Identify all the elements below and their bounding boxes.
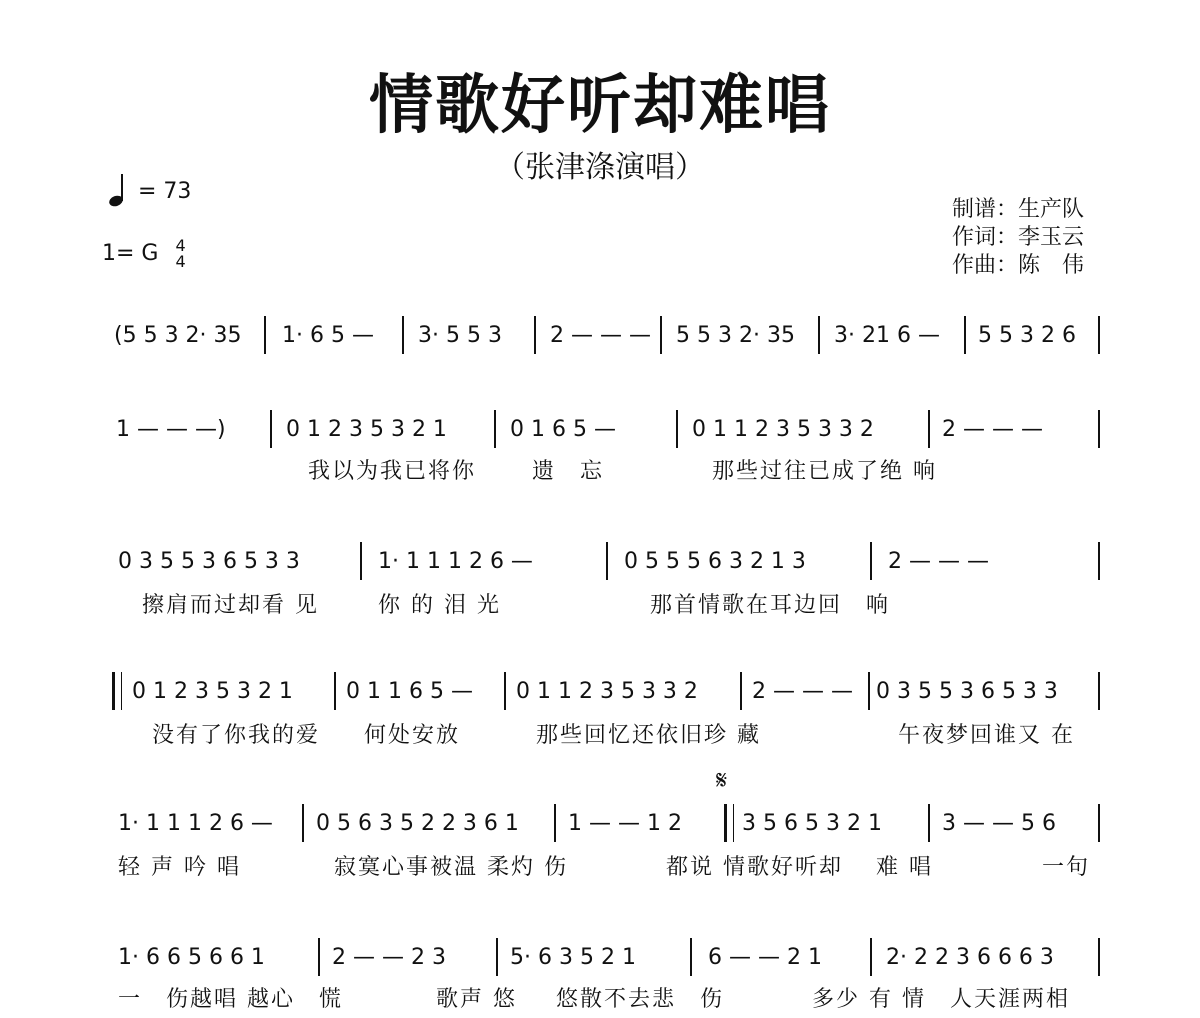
measure: 0 5 6 3 5 2 2 3 6 1 (316, 811, 519, 836)
measure: 2 — — 2 3 (332, 945, 446, 970)
lyric-line: 寂寞心事被温 柔灼 伤 (334, 855, 568, 880)
bar-line (818, 316, 820, 354)
measure: 3· 21 6 — (834, 323, 940, 348)
lyric-line: 我以为我已将你 (308, 459, 477, 484)
lyric-line: 那首情歌在耳边回 响 (650, 593, 891, 618)
score-row-6 (112, 940, 1102, 1012)
measure: 0 1 2 3 5 3 2 1 (132, 679, 293, 704)
bar-line (740, 672, 742, 710)
measure: 3 — — 5 6 (942, 811, 1056, 836)
lyric-line: 擦肩而过却看 见 (142, 593, 319, 618)
bar-line (676, 410, 678, 448)
arranger-credit: 制谱：生产队 (952, 197, 1085, 222)
measure: 3· 5 5 3 (418, 323, 502, 348)
measure: (5 5 3 2· 35 (114, 323, 242, 348)
bar-line (270, 410, 272, 448)
measure: 3 5 6 5 3 2 1 (742, 811, 882, 836)
measure: 2· 2 2 3 6 6 6 3 (886, 945, 1054, 970)
lyricist-credit: 作词：李玉云 (952, 225, 1085, 250)
bar-line (318, 938, 320, 976)
tempo-marking (108, 172, 191, 208)
lyric-line: 一 伤越唱 越心 慌 (118, 987, 343, 1012)
measure: 1· 1 1 1 2 6 — (378, 549, 533, 574)
bar-line (870, 938, 872, 976)
bar-line (264, 316, 266, 354)
lyric-line: 那些回忆还依旧珍 藏 (536, 723, 761, 748)
measure: 5 5 3 2 6 (978, 323, 1076, 348)
composer-credit: 作曲：陈 伟 (952, 253, 1085, 278)
bar-line (494, 410, 496, 448)
quarter-note-icon (108, 172, 128, 208)
lyric-line: 没有了你我的爱 (152, 723, 321, 748)
score-row-3 (112, 544, 1102, 618)
bar-line (928, 410, 930, 448)
measure: 0 1 6 5 — (510, 417, 616, 442)
song-title: 情歌好听却难唱 (369, 69, 831, 143)
bar-line (504, 672, 506, 710)
measure: 5· 6 3 5 2 1 (510, 945, 636, 970)
lyric-line: 你 的 泪 光 (378, 593, 501, 618)
lyric-line: 遗 忘 (532, 459, 605, 484)
bar-line (964, 316, 966, 354)
lyric-line: 何处安放 (364, 723, 461, 748)
bar-line (1098, 410, 1100, 448)
measure: 0 1 1 2 3 5 3 3 2 (516, 679, 698, 704)
double-bar-line (724, 804, 734, 842)
bar-line (690, 938, 692, 976)
lyric-line: 轻 声 吟 唱 (118, 855, 241, 880)
bar-line (554, 804, 556, 842)
score-row-1 (112, 318, 1102, 354)
bar-line (660, 316, 662, 354)
measure: 0 3 5 5 3 6 5 3 3 (876, 679, 1058, 704)
lyric-line: 那些过往已成了绝 响 (712, 459, 937, 484)
time-signature (175, 238, 185, 270)
score-row-4 (112, 674, 1102, 748)
lyric-line: 多少 有 情 人天涯两相 (812, 987, 1070, 1012)
measure: 1 — — 1 2 (568, 811, 682, 836)
measure: 0 1 1 6 5 — (346, 679, 473, 704)
bar-line (534, 316, 536, 354)
song-subtitle: （张津涤演唱） (495, 150, 705, 185)
bar-line (868, 672, 870, 710)
measure: 0 3 5 5 3 6 5 3 3 (118, 549, 300, 574)
bar-line (870, 542, 872, 580)
measure: 1 — — —) (116, 417, 226, 442)
bar-line (1098, 542, 1100, 580)
bar-line (334, 672, 336, 710)
bar-line (1098, 672, 1100, 710)
measure: 2 — — — (888, 549, 989, 574)
measure: 2 — — — (752, 679, 853, 704)
measure: 1· 1 1 1 2 6 — (118, 811, 273, 836)
measure: 1· 6 6 5 6 6 1 (118, 945, 265, 970)
lyric-line: 都说 情歌好听却 难 唱 (666, 855, 933, 880)
bar-line (606, 542, 608, 580)
key-label: 1= G (102, 241, 159, 266)
score-row-5 (112, 806, 1102, 880)
measure: 5 5 3 2· 35 (676, 323, 795, 348)
measure: 0 5 5 5 6 3 2 1 3 (624, 549, 806, 574)
key-signature (102, 238, 186, 270)
measure: 1· 6 5 — (282, 323, 374, 348)
measure: 2 — — — (550, 323, 651, 348)
lyric-line: 悠散不去悲 伤 (556, 987, 725, 1012)
time-signature-bottom: 4 (175, 252, 186, 271)
measure: 0 1 2 3 5 3 2 1 (286, 417, 447, 442)
tempo-value: = 73 (138, 179, 192, 204)
segno-icon: 𝄋 (716, 766, 728, 796)
measure: 2 — — — (942, 417, 1043, 442)
bar-line (1098, 316, 1100, 354)
lyric-line: 午夜梦回谁又 在 (898, 723, 1075, 748)
bar-line (1098, 938, 1100, 976)
repeat-start-bar (112, 672, 122, 710)
measure: 6 — — 2 1 (708, 945, 822, 970)
bar-line (302, 804, 304, 842)
credits (952, 196, 1084, 280)
bar-line (496, 938, 498, 976)
measure: 0 1 1 2 3 5 3 3 2 (692, 417, 874, 442)
bar-line (1098, 804, 1100, 842)
lyric-line: 一句 (1042, 855, 1091, 880)
bar-line (360, 542, 362, 580)
lyric-line: 歌声 悠 (436, 987, 517, 1012)
time-signature-top: 4 (175, 236, 186, 255)
score-row-2 (112, 412, 1102, 484)
bar-line (402, 316, 404, 354)
bar-line (928, 804, 930, 842)
